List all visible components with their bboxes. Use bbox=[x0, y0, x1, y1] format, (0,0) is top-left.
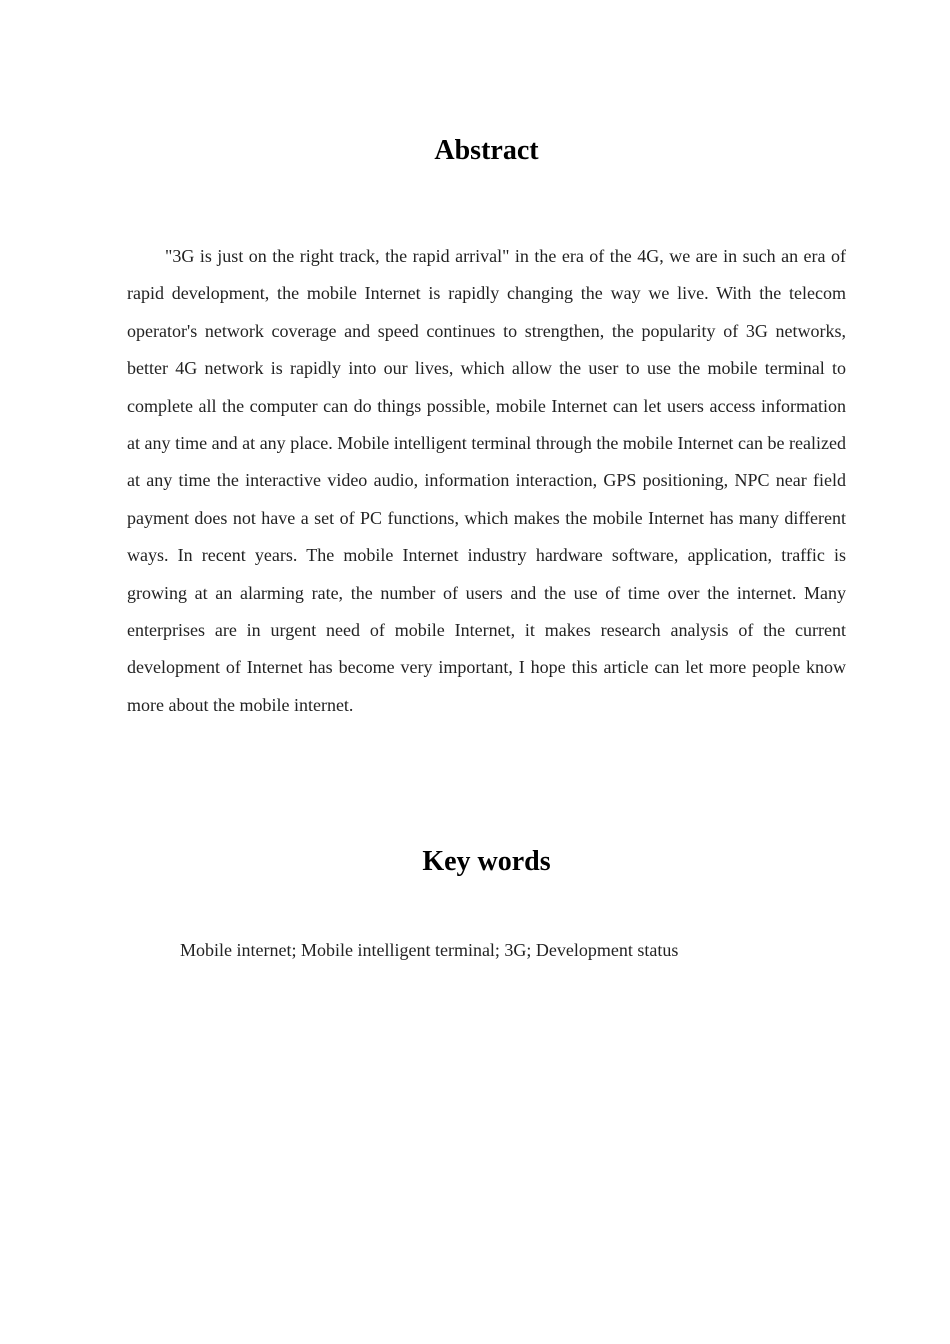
keywords-heading: Key words bbox=[422, 846, 551, 877]
abstract-heading: Abstract bbox=[434, 135, 539, 166]
abstract-paragraph: "3G is just on the right track, the rapid arrival" in the era of the 4G, we are in such an era of rapid development, the mobile Internet is rapidly changing the way we live. With the telecom operator's network coverage and speed continues to strengthen, the popularity of 3G networks, better 4G network is rapidly into our lives, which allow the user to use the mobile terminal to complete all the computer can do things possible, mobile Internet can let users access information at any time and at any place. Mobile intelligent terminal through the mobile Internet can be realized at any time the interactive video audio, information interaction, GPS positioning, NPC near field payment does not have a set of PC functions, which makes the mobile Internet has many different ways. In recent years. The mobile Internet industry hardware software, application, traffic is growing at an alarming rate, the number of users and the use of time over the internet. Many enterprises are in urgent need of mobile Internet, it makes research analysis of the current development of Internet has become very important, I hope this article can let more people know more about the mobile internet. bbox=[127, 246, 846, 715]
keywords-list: Mobile internet; Mobile intelligent terminal; 3G; Development status bbox=[180, 940, 679, 960]
